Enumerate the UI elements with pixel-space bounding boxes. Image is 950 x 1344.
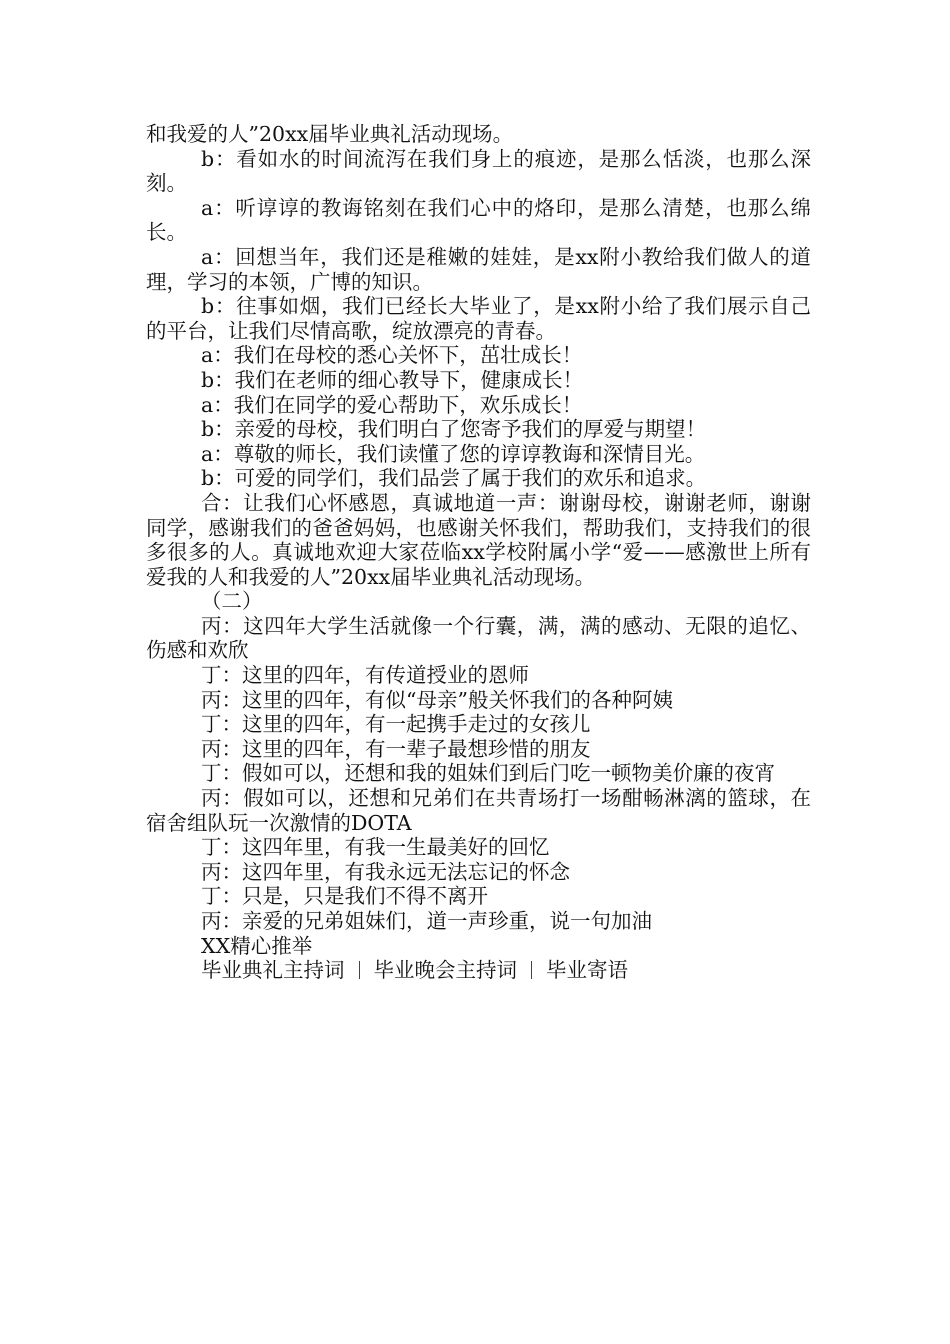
- link-graduation-messages[interactable]: 毕业寄语: [546, 958, 628, 983]
- paragraph-bing-aunties: 丙：这里的四年，有似“母亲”般关怀我们的各种阿姨: [201, 687, 673, 712]
- paragraph-b-teachers: b：我们在老师的细心教导下，健康成长！: [201, 367, 584, 392]
- paragraph-a-classmates: a：我们在同学的爱心帮助下，欢乐成长！: [201, 392, 583, 417]
- related-links: [146, 958, 811, 983]
- paragraph-bing-nostalgia: 丙：这四年里，有我永远无法忘记的怀念: [201, 859, 570, 884]
- paragraph-b-time: b：看如水的时间流泻在我们身上的痕迹，是那么恬淡，也那么深刻。: [146, 146, 811, 196]
- paragraph-ding-memories: 丁：这四年里，有我一生最美好的回忆: [201, 835, 550, 860]
- paragraph-continuation: 和我爱的人”20xx届毕业典礼活动现场。: [146, 122, 514, 146]
- link-separator: [531, 961, 532, 979]
- document-body: [146, 122, 811, 983]
- paragraph-b-joy: b：可爱的同学们，我们品尝了属于我们的欢乐和追求。: [201, 466, 707, 491]
- recommend-heading: XX精心推举: [201, 933, 313, 958]
- paragraph-a-school: a：我们在母校的悉心关怀下，茁壮成长！: [201, 343, 583, 368]
- paragraph-bing-basketball: 丙：假如可以，还想和兄弟们在共青场打一场酣畅淋漓的篮球，在宿舍组队玩一次激情的DOTA: [146, 786, 811, 835]
- link-graduation-party-script[interactable]: 毕业晚会主持词: [373, 958, 517, 983]
- paragraph-bing-farewell: 丙：亲爱的兄弟姐妹们，道一声珍重，说一句加油: [201, 909, 652, 933]
- paragraph-b-graduation: b：往事如烟，我们已经长大毕业了，是xx附小给了我们展示自己的平台，让我们尽情高歌，绽放漂亮的青春。: [146, 294, 811, 343]
- paragraph-bing-friends: 丙：这里的四年，有一辈子最想珍惜的朋友: [201, 736, 591, 761]
- paragraph-a-teaching: a：听谆谆的教诲铭刻在我们心中的烙印，是那么清楚，也那么绵长。: [146, 195, 811, 245]
- paragraph-ding-leaving: 丁：只是，只是我们不得不离开: [201, 884, 488, 909]
- paragraph-together-thanks: 合：让我们心怀感恩，真诚地道一声：谢谢母校，谢谢老师，谢谢同学，感谢我们的爸爸妈妈，也感谢关怀我们，帮助我们，支持我们的很多很多的人。真诚地欢迎大家莅临xx学校附属小学“爱——感激世上所有爱我的人和我爱的人”20xx届毕业典礼活动现场。: [146, 490, 811, 589]
- paragraph-a-memory: a：回想当年，我们还是稚嫩的娃娃，是xx附小教给我们做人的道理，学习的本领，广博的知识。: [146, 244, 811, 294]
- link-graduation-ceremony-script[interactable]: 毕业典礼主持词: [201, 958, 345, 983]
- paragraph-b-alma-mater: b：亲爱的母校，我们明白了您寄予我们的厚爱与期望！: [201, 417, 707, 442]
- paragraph-ding-mentors: 丁：这里的四年，有传道授业的恩师: [201, 663, 529, 688]
- paragraph-bing-luggage: 丙：这四年大学生活就像一个行囊，满，满的感动、无限的追忆、伤感和欢欣: [146, 613, 811, 663]
- paragraph-ding-girls: 丁：这里的四年，有一起携手走过的女孩儿: [201, 712, 591, 737]
- section-heading-two: （二）: [201, 589, 263, 614]
- paragraph-a-mentors: a：尊敬的师长，我们读懂了您的谆谆教诲和深情目光。: [201, 441, 706, 466]
- link-separator: [359, 961, 360, 979]
- paragraph-ding-late-snack: 丁：假如可以，还想和我的姐妹们到后门吃一顿物美价廉的夜宵: [201, 761, 775, 786]
